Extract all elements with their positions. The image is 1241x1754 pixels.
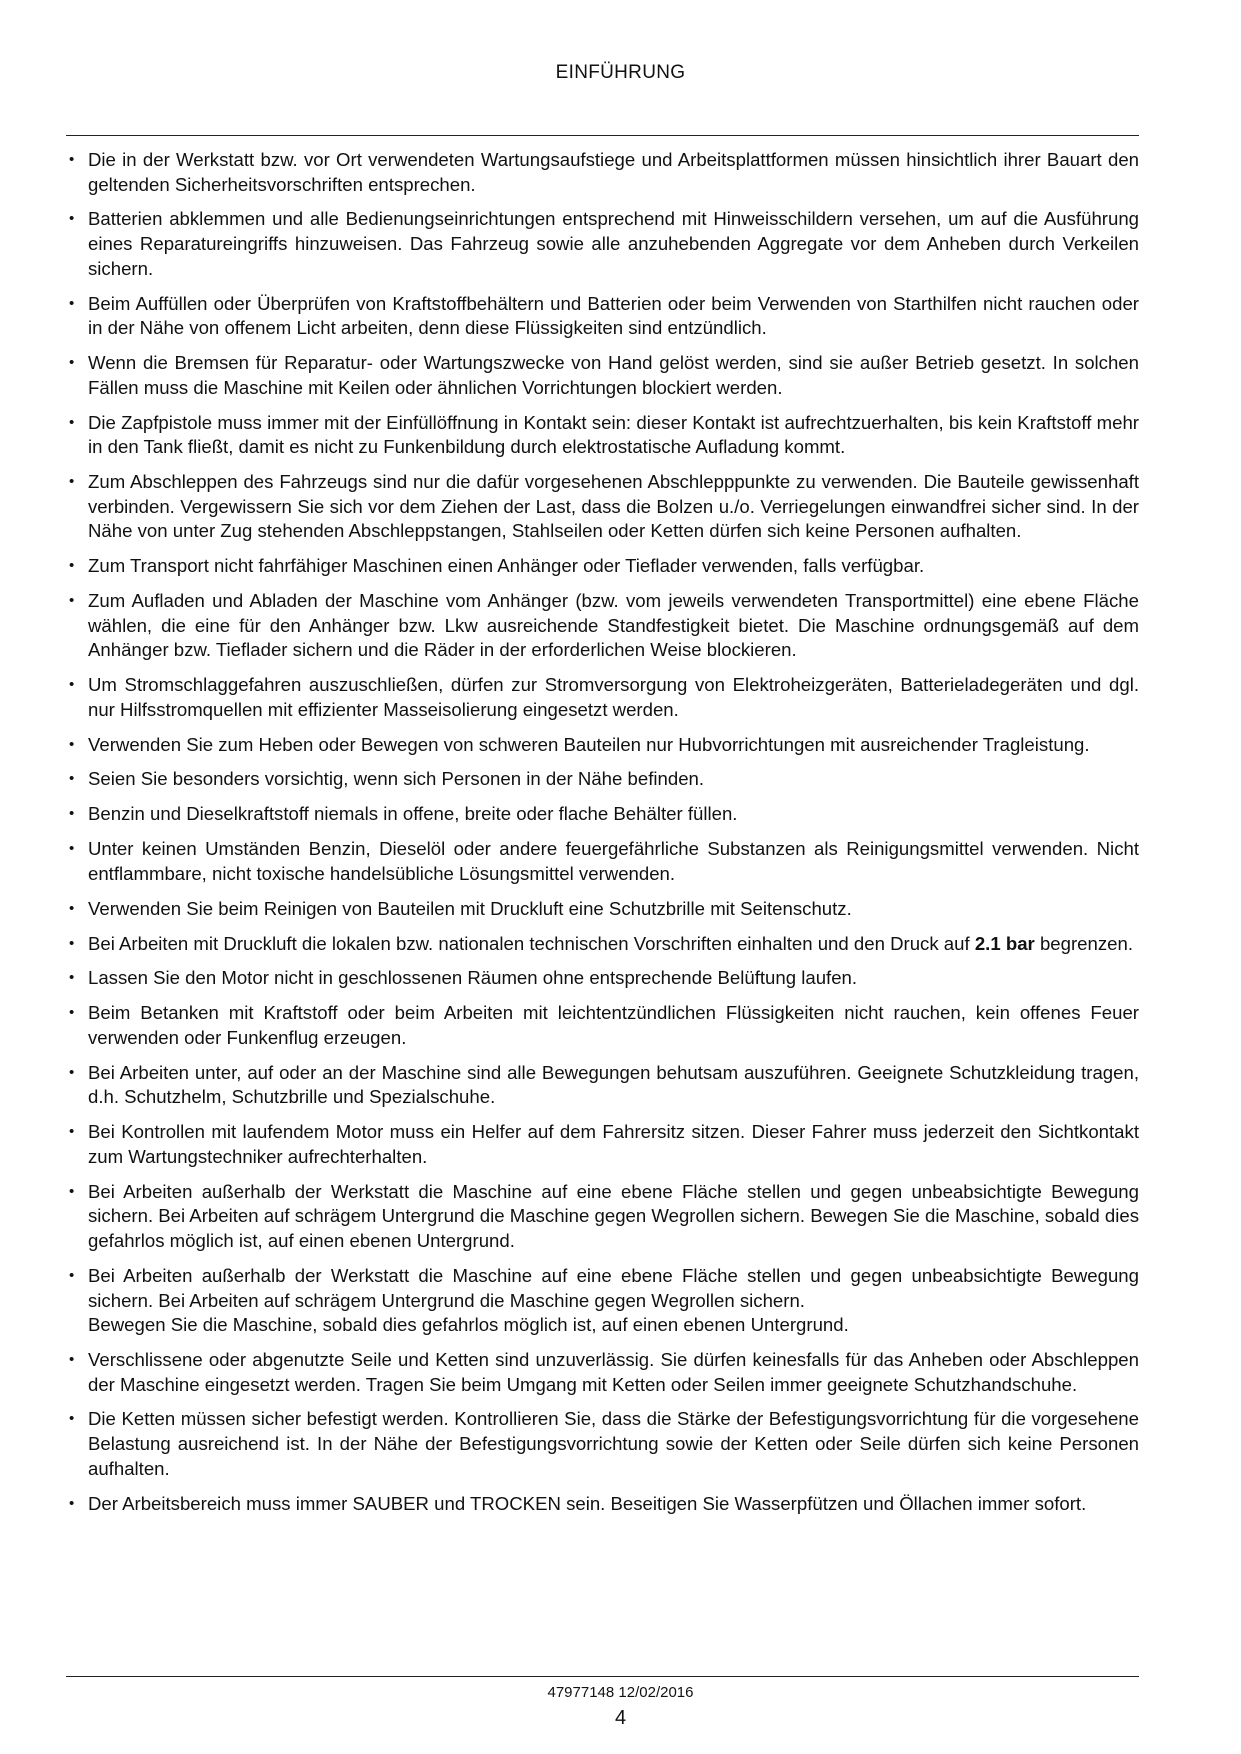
bullet-icon: • [69,151,75,168]
list-item [66,837,1139,886]
bullet-icon: • [69,591,75,609]
list-item-text: Seien Sie besonders vorsichtig, wenn sich Personen in der Nähe befinden. [88,768,705,790]
list-item [66,1348,1139,1397]
bullet-icon: • [69,899,75,917]
bullet-icon: • [69,770,75,788]
bullet-icon: • [69,294,75,312]
bullet-icon: • [69,1182,75,1200]
bullet-icon: • [69,934,75,952]
bullet-icon: • [69,354,75,372]
list-item-text: Lassen Sie den Motor nicht in geschlossenen Räumen ohne entsprechende Belüftung laufen. [88,967,858,989]
list-item [66,733,1139,758]
list-item [66,1120,1139,1169]
bullet-icon: • [69,1123,75,1141]
list-item [66,1061,1139,1110]
list-item [66,292,1139,341]
list-item [66,470,1139,544]
list-item-text: Die Zapfpistole muss immer mit der Einfüllöffnung in Kontakt sein: dieser Kontakt ist aufrechtzuerhalten, bis kein Kraftstoff mehr in den Tank fließt, damit es nicht zu Funkenbildung durch elektrostatische Aufladung kommt. [88,411,1139,458]
bullet-icon: • [69,1266,75,1284]
bullet-icon: • [69,1494,75,1512]
list-item-text: Die in der Werkstatt bzw. vor Ort verwendeten Wartungsaufstiege und Arbeitsplattformen müssen hinsichtlich ihrer Bauart den geltenden Sicherheitsvorschriften entsprechen. [88,149,1139,195]
bullet-icon: • [69,1410,75,1428]
list-item [66,1492,1139,1517]
pressure-value: 2.1 bar [974,932,1035,954]
list-item [66,932,1139,957]
page-number: 4 [614,1707,627,1729]
list-item-text: Bei Arbeiten außerhalb der Werkstatt die Maschine auf eine ebene Fläche stellen und gegen unbeabsichtigte Bewegung sichern. Bei Arbeiten auf schrägem Untergrund die Maschine gegen Wegrollen sichern. Bewegen Sie die Maschine, sobald dies gefahrlos möglich ist, auf einen ebenen Untergrund. [88,1264,1139,1336]
bullet-icon: • [69,210,75,228]
safety-instructions-list [66,148,1139,1526]
list-item-text: Zum Abschleppen des Fahrzeugs sind nur die dafür vorgesehenen Abschlepppunkte zu verwenden. Die Bauteile gewissenhaft verbinden. Vergewissern Sie sich vor dem Ziehen der Last, dass die Bolzen u./o. Verriegelungen einwandfrei sicher sind. In der Nähe von unter Zug stehenden Abschleppstangen, Stahlseilen oder Ketten dürfen sich keine Personen aufhalten. [88,471,1139,542]
list-item [66,802,1139,827]
list-item-text: Der Arbeitsbereich muss immer SAUBER und TROCKEN sein. Beseitigen Sie Wasserpfützen und Öllachen immer sofort. [88,1492,1087,1514]
list-item [66,411,1139,460]
list-item [66,589,1139,663]
list-item-text: Beim Auffüllen oder Überprüfen von Kraftstoffbehältern und Batterien oder beim Verwenden von Starthilfen nicht rauchen oder in der Nähe von offenem Licht arbeiten, denn diese Flüssigkeiten sind entzündlich. [88,292,1139,339]
list-item-text: Unter keinen Umständen Benzin, Dieselöl oder andere feuergefährliche Substanzen als Reinigungsmittel verwenden. Nicht entflammbare, nicht toxische handelsübliche Lösungsmittel verwenden. [88,838,1139,884]
bullet-icon: • [69,473,75,491]
list-item [66,207,1139,281]
bullet-icon: • [69,1063,75,1081]
list-item [66,1407,1139,1481]
list-item [66,1180,1139,1254]
bullet-icon: • [69,557,75,575]
list-item [66,554,1139,579]
list-item-text: Verschlissene oder abgenutzte Seile und Ketten sind unzuverlässig. Sie dürfen keinesfalls für das Anheben oder Abschleppen der Maschine eingesetzt werden. Tragen Sie beim Umgang mit Ketten oder Seilen immer geeignete Schutzhandschuhe. [88,1348,1139,1395]
list-item-text: Bei Arbeiten außerhalb der Werkstatt die Maschine auf eine ebene Fläche stellen und gegen unbeabsichtigte Bewegung sichern. Bei Arbeiten auf schrägem Untergrund die Maschine gegen Wegrollen sichern. Bewegen Sie die Maschine, sobald dies gefahrlos möglich ist, auf einen ebenen Untergrund. [88,1180,1139,1252]
list-item-text: Bei Kontrollen mit laufendem Motor muss ein Helfer auf dem Fahrersitz sitzen. Dieser Fahrer muss jederzeit den Sichtkontakt zum Wartungstechniker aufrechterhalten. [88,1121,1139,1167]
bullet-icon: • [69,735,75,753]
bullet-icon: • [69,1350,75,1368]
bullet-icon: • [69,676,75,694]
list-item [66,351,1139,400]
list-item-text: Verwenden Sie beim Reinigen von Bauteilen mit Druckluft eine Schutzbrille mit Seitenschutz. [88,897,852,919]
list-item [66,673,1139,722]
list-item-text: Die Ketten müssen sicher befestigt werden. Kontrollieren Sie, dass die Stärke der Befestigungsvorrichtung für die vorgesehene Belastung ausreichend ist. In der Nähe der Befestigungsvorrichtung sowie der Ketten oder Seile dürfen sich keine Personen aufhalten. [88,1408,1139,1479]
list-item [66,1264,1139,1338]
list-item-text: Beim Betanken mit Kraftstoff oder beim Arbeiten mit leichtentzündlichen Flüssigkeiten nicht rauchen, kein offenes Feuer verwenden oder Funkenflug erzeugen. [88,1002,1139,1048]
document-code: 47977148 12/02/2016 [547,1684,694,1701]
bullet-icon: • [69,805,75,823]
list-item-text: Um Stromschlaggefahren auszuschließen, dürfen zur Stromversorgung von Elektroheizgeräten, Batterieladegeräten und dgl. nur Hilfsstromquellen mit effizienter Masseisolierung eingesetzt werden. [88,674,1139,720]
list-item [66,966,1139,991]
list-item-text-after: begrenzen. [1034,932,1133,954]
list-item [66,897,1139,922]
bullet-icon: • [69,969,75,987]
list-item-text: Wenn die Bremsen für Reparatur- oder Wartungszwecke von Hand gelöst werden, sind sie außer Betrieb gesetzt. In solchen Fällen muss die Maschine mit Keilen oder ähnlichen Vorrichtungen blockiert werden. [88,352,1139,398]
page-header-title: EINFÜHRUNG [555,62,686,83]
bullet-icon: • [69,1004,75,1022]
list-item-text: Zum Transport nicht fahrfähiger Maschinen einen Anhänger oder Tieflader verwenden, falls verfügbar. [88,555,925,577]
list-item [66,767,1139,792]
header-divider [66,135,1139,136]
list-item [66,148,1139,197]
bullet-icon: • [69,413,75,431]
bullet-icon: • [69,840,75,858]
list-item-text: Verwenden Sie zum Heben oder Bewegen von schweren Bauteilen nur Hubvorrichtungen mit ausreichender Tragleistung. [88,733,1090,755]
list-item [66,1001,1139,1050]
footer-divider [66,1676,1139,1677]
list-item-text: Zum Aufladen und Abladen der Maschine vom Anhänger (bzw. vom jeweils verwendeten Transportmittel) eine ebene Fläche wählen, die eine für den Anhänger bzw. Lkw ausreichende Standfestigkeit bietet. Die Maschine ordnungsgemäß auf dem Anhänger bzw. Tieflader sichern und die Räder in der erforderlichen Weise blockieren. [88,589,1139,661]
list-item-text: Bei Arbeiten unter, auf oder an der Maschine sind alle Bewegungen behutsam auszuführen. Geeignete Schutzkleidung tragen, d.h. Schutzhelm, Schutzbrille und Spezialschuhe. [88,1061,1139,1108]
list-item-text: Benzin und Dieselkraftstoff niemals in offene, breite oder flache Behälter füllen. [88,803,738,825]
list-item-text-before: Bei Arbeiten mit Druckluft die lokalen bzw. nationalen technischen Vorschriften einhalten und den Druck auf [88,932,975,954]
list-item-text: Batterien abklemmen und alle Bedienungseinrichtungen entsprechend mit Hinweisschildern versehen, um auf die Ausführung eines Reparatureingriffs hinzuweisen. Das Fahrzeug sowie alle anzuhebenden Aggregate vor dem Anheben durch Verkeilen sichern. [88,208,1139,279]
